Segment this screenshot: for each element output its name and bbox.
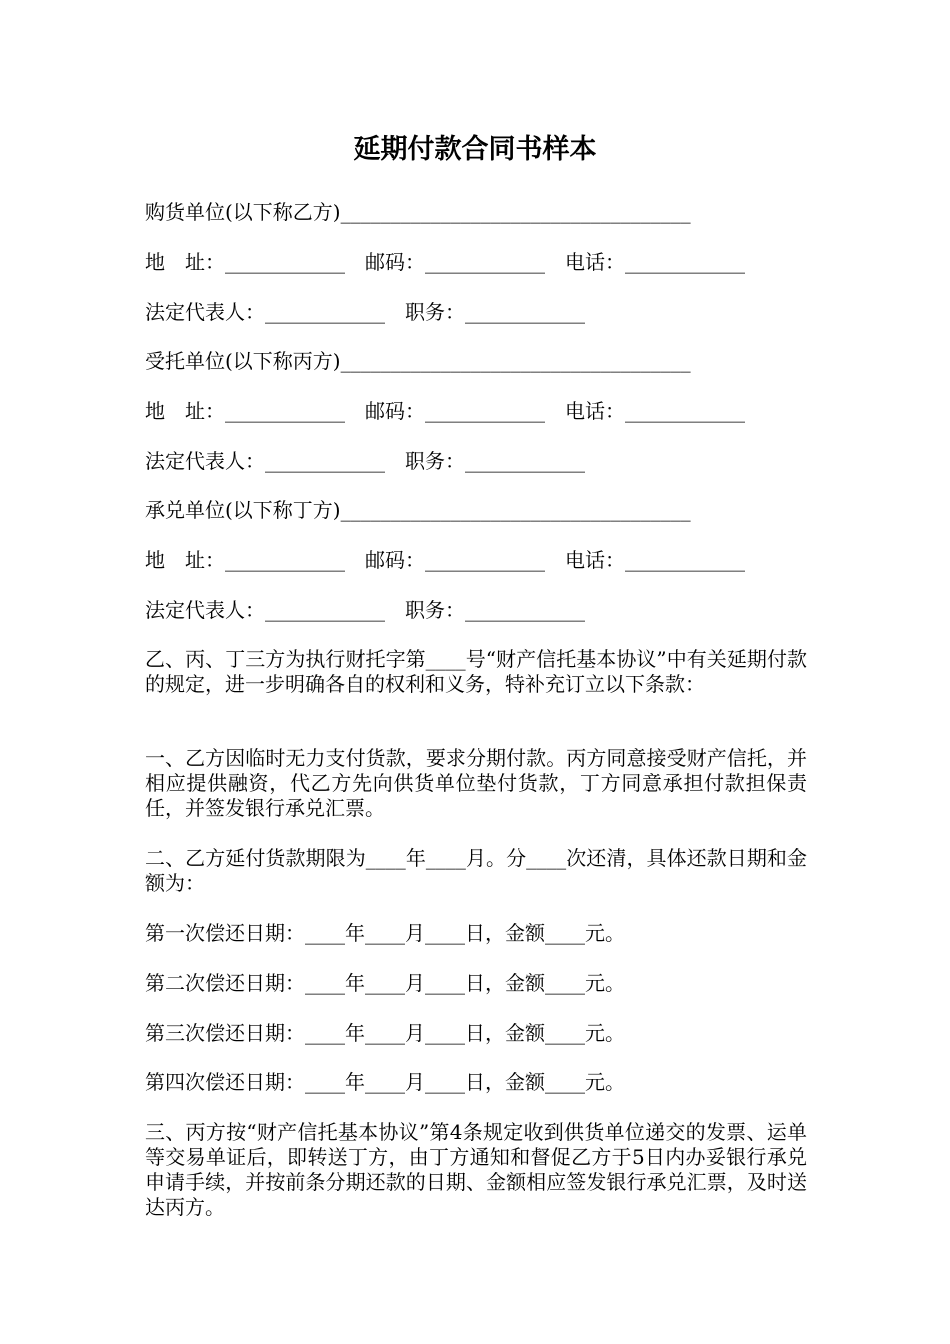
party-d-representative-line: 法定代表人：____________ 职务：____________	[145, 598, 585, 622]
party-b-address-line: 地 址：____________ 邮码：____________ 电话：____________	[145, 250, 745, 274]
payment-4-line: 第四次偿还日期：____年____月____日，金额____元。	[145, 1070, 625, 1094]
payment-3-line: 第三次偿还日期：____年____月____日，金额____元。	[145, 1021, 625, 1045]
clause-1-paragraph: 一、乙方因临时无力支付货款，要求分期付款。丙方同意接受财产信托，并相应提供融资，代乙方先向供货单位垫付货款，丁方同意承担付款担保责任，并签发银行承兑汇票。	[145, 746, 807, 820]
party-d-address-line: 地 址：____________ 邮码：____________ 电话：____________	[145, 548, 745, 572]
party-c-line: 受托单位(以下称丙方)___________________________________	[145, 349, 691, 373]
party-c-representative-line: 法定代表人：____________ 职务：____________	[145, 449, 585, 473]
document-title: 延期付款合同书样本	[353, 134, 597, 165]
party-d-line: 承兑单位(以下称丁方)___________________________________	[145, 498, 691, 522]
party-b-line: 购货单位(以下称乙方)___________________________________	[145, 200, 691, 224]
clause-2-paragraph: 二、乙方延付货款期限为____年____月。分____次还清，具体还款日期和金额为：	[145, 846, 807, 895]
party-c-address-line: 地 址：____________ 邮码：____________ 电话：____________	[145, 399, 745, 423]
party-b-representative-line: 法定代表人：____________ 职务：____________	[145, 300, 585, 324]
payment-1-line: 第一次偿还日期：____年____月____日，金额____元。	[145, 921, 625, 945]
clause-3-paragraph: 三、丙方按“财产信托基本协议”第4条规定收到供货单位递交的发票、运单等交易单证后，即转送丁方，由丁方通知和督促乙方于5日内办妥银行承兑申请手续，并按前条分期还款的日期、金额相应签发银行承兑汇票，及时送达丙方。	[145, 1120, 807, 1219]
payment-2-line: 第二次偿还日期：____年____月____日，金额____元。	[145, 971, 625, 995]
intro-paragraph: 乙、丙、丁三方为执行财托字第____号“财产信托基本协议”中有关延期付款的规定，进一步明确各自的权利和义务，特补充订立以下条款：	[145, 647, 807, 696]
